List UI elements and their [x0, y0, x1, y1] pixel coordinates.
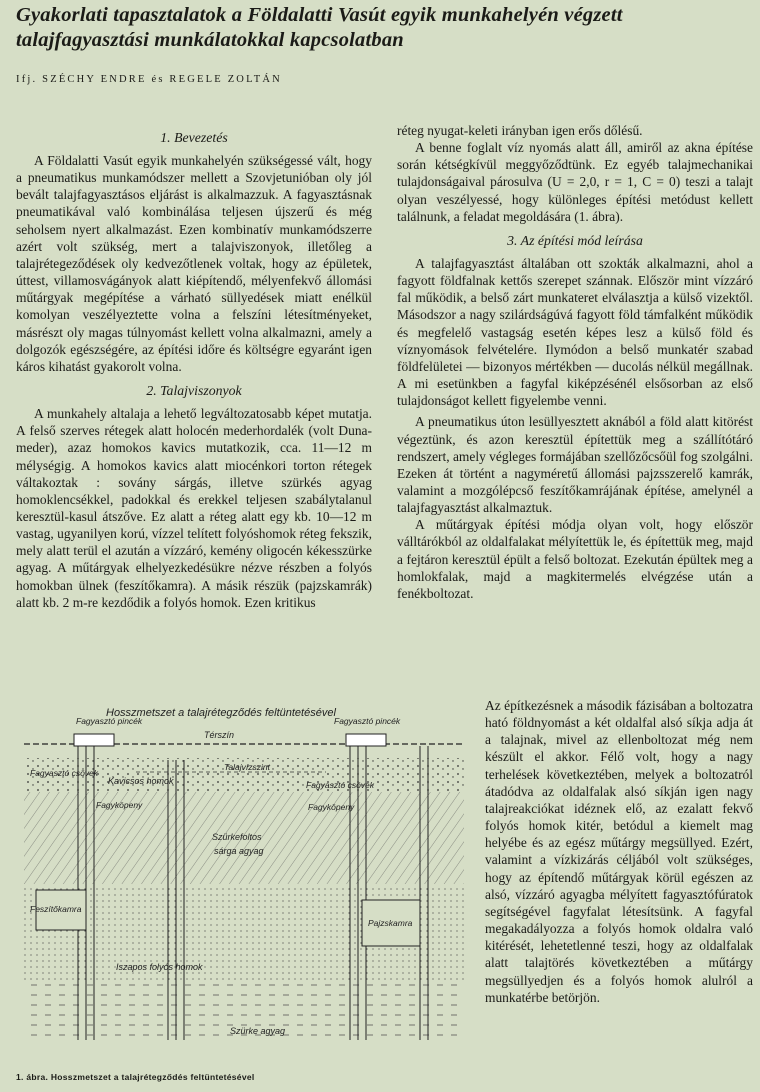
label-yellow-clay: sárga agyag: [214, 846, 264, 856]
cross-section-figure: [16, 700, 472, 1070]
section-3-paragraph-2: A pneumatikus úton lesüllyesztett aknából a föld alatt kitörést végeztünk, és azon keresztül építettük meg a szállítótáró rendszert, amely végleges formájában szellőzőcsőül fog szolgálni. Ezeken át történt a nagyméretű állomási pajzsszerelő kamrák, valamint a mozgólépcső feszítőkamrájának építése, amelynél a talajfagyasztást alkalmaztuk.: [397, 414, 753, 516]
freezing-cellar-right: [346, 734, 386, 746]
left-column: [16, 122, 372, 611]
figure-caption: 1. ábra. Hosszmetszet a talajrétegződés feltüntetésével: [16, 1072, 255, 1082]
section-3-heading: 3. Az építési mód leírása: [507, 232, 643, 248]
label-shield-chamber: Pajzskamra: [368, 918, 413, 928]
freezing-cellar-left: [74, 734, 114, 746]
label-silty-quicksand: Iszapos folyós homok: [116, 962, 203, 972]
article-title: Gyakorlati tapasztalatok a Földalatti Vasút egyik munkahelyén végzett talajfagyasztási munkálatokkal kapcsolatban: [16, 4, 623, 51]
label-frost-jacket-left: Fagyköpeny: [96, 800, 143, 810]
section-2-heading: 2. Talajviszonyok: [146, 383, 242, 399]
right-column: [397, 122, 753, 601]
label-frost-jacket-right: Fagyköpeny: [308, 802, 355, 812]
cross-section-drawing: [16, 700, 472, 1070]
section-2-paragraph: A munkahely altalaja a lehető legváltozatosabb képet mutatja. A felső szerves rétegek alatt holocén mederhordalék (volt Duna-meder), azaz homokos kavics mutatkozik, cca. 11—12 m mélységig. A homokos kavics alatt miocénkori torton rétegek váltakoztak : sovány sárgás, illetve szürkés agyag homoklencsékkel, padokkal és erekkel teljesen szabálytalanul keresztül-kasul átszőve. Ez alatt a réteg alatt egy kb. 10—12 m vastag, ugyanilyen korú, vízzel telített folyóshomok réteg fekszik, mely alatt terül el azután a vízzáró, kemény oligocén kékesszürke agyag. A műtárgyak elhelyezkedésükre nézve részben a folyós homokban ülnek (feszítőkamra). A másik részük (pajzskamrák) alatt kb. 2 m-re kezdődik a folyós homok. Ezen kritikus: [16, 406, 372, 610]
right-narrow-column: [485, 697, 753, 1006]
section-1-heading: 1. Bevezetés: [160, 130, 228, 145]
label-freezing-pipes-left: Fagyasztó csövek: [30, 768, 99, 778]
label-freezing-pipes-right: Fagyasztó csövek: [306, 780, 375, 790]
article-authors: Ifj. SZÉCHY ENDRE és REGELE ZOLTÁN: [16, 74, 282, 85]
label-tensioning-chamber: Feszítőkamra: [30, 904, 82, 914]
section-1-paragraph: A Földalatti Vasút egyik munkahelyén szükségessé vált, hogy a pneumatikus munkamódszer mellett a Szovjetunióban oly jól bevált talajfagyasztásos eljárást is alkalmazzuk. A fagyasztásnak pneumatikával való kombinálása teljesen újszerű és még seholsem nyert alkalmazást. Ezen kombinatív munkamódszerre azért volt szükség, mert a talajviszonyok, illetőleg a talajrétegeződések oly kedvezőtlenek voltak, hogy az épületek, úttest, villamosvágányok alatt kiépítendő, mélyenfekvő állomási műtárgyak megépítése a várható süllyedések miatt enélkül komolyan veszélyeztette volna a felszíni létesítményeket, másrészt oly magas túlnyomást kellett volna alkalmazni, amely a dolgozók egészségére, az építési időre és költségre egyaránt igen káros kihatást gyakorolt volna.: [16, 153, 372, 374]
section-3-paragraph-3a: A műtárgyak építési módja olyan volt, hogy először válltárókból az oldalfalakat mélyítettük le, és építettük meg, majd a fejtáron keresztül épült a felső boltozat. Ezekután épültek meg a homlokfalak, majd a magkitermelés elvégzése után a fenékboltozat.: [397, 517, 753, 601]
figure-title: Hosszmetszet a talajrétegződés feltüntetésével: [106, 707, 336, 719]
label-spotted-clay: Szürkefoltos: [212, 832, 262, 842]
label-groundwater: Talajvízszint: [224, 762, 270, 772]
label-freezing-cellars-left: Fagyasztó pincék: [76, 716, 143, 726]
label-surface: Térszín: [204, 730, 235, 740]
continued-paragraph: réteg nyugat-keleti irányban igen erős dőlésű.: [397, 123, 643, 138]
label-gravelly-sand: Kavicsos homok: [108, 776, 174, 786]
label-grey-clay: Szürke agyag: [230, 1026, 286, 1036]
section-3-paragraph-1: A talajfagyasztást általában ott szokták alkalmazni, ahol a fagyott földfalnak kettős szerepet szánnak. Először mint vízzáró fal működik, a belső zárt munkateret elválasztja a külső vizektől. Másodszor a nagy szilárdságúvá fagyott föld támfalként működik és megfelelő vastagság esetén képes lesz a külső föld és víznyomások felvételére. Ilymódon a belső munkatér szabad földfelületei — bizonyos mértékben — ducolás nélkül megállnak. A mi esetünkben a fagyfal kiképzésénél elsősorban az első tulajdonságot kellett figyelembe venni.: [397, 255, 753, 409]
soil-mechanics-paragraph: A benne foglalt víz nyomás alatt áll, amiről az akna építése során kétségkívül meggyőződtünk. Ez egyéb talajmechanikai tulajdonságaival párosulva (U = 2,0, r = 1, C = 0) teszi a talajt olyan veszélyessé, hogy különleges építési metódust kellett találnunk, a feladat megoldására (1. ábra).: [397, 140, 753, 224]
section-3-paragraph-3b: Az építkezésnek a második fázisában a boltozatra ható földnyomást a két oldalfal alsó síkja adja át a talajnak, mivel az ellenboltozat még nem készült el akkor. Félő volt, hogy a nagy terhelések következtében, melyek a boltozatról átadódva az oldalfalak alsó síkján igen nagy talajreakciókat idéznek elő, az ezalatt fekvő folyós homok kitér, betódul a kiemelt mag helyébe és az egész műtárgy megsüllyed. Ezért, valamint a vízkizárás céljából volt szükséges, hogy az építendő műtárgyak körül egészen az alsó, vízzáró agyagba mélyített fagyasztófúratok segítségével fagyfalat létesítsünk. A fagyfal megakadályozza a folyós homok oldalra való kitérését, lehetetlenné teszi, hogy az oldalfalak alatt talajtörés következtében a műtárgy megsüllyedjen és a folyós homok alulról a munkatérbe betörjön.: [485, 698, 753, 1005]
label-freezing-cellars-right: Fagyasztó pincék: [334, 716, 401, 726]
